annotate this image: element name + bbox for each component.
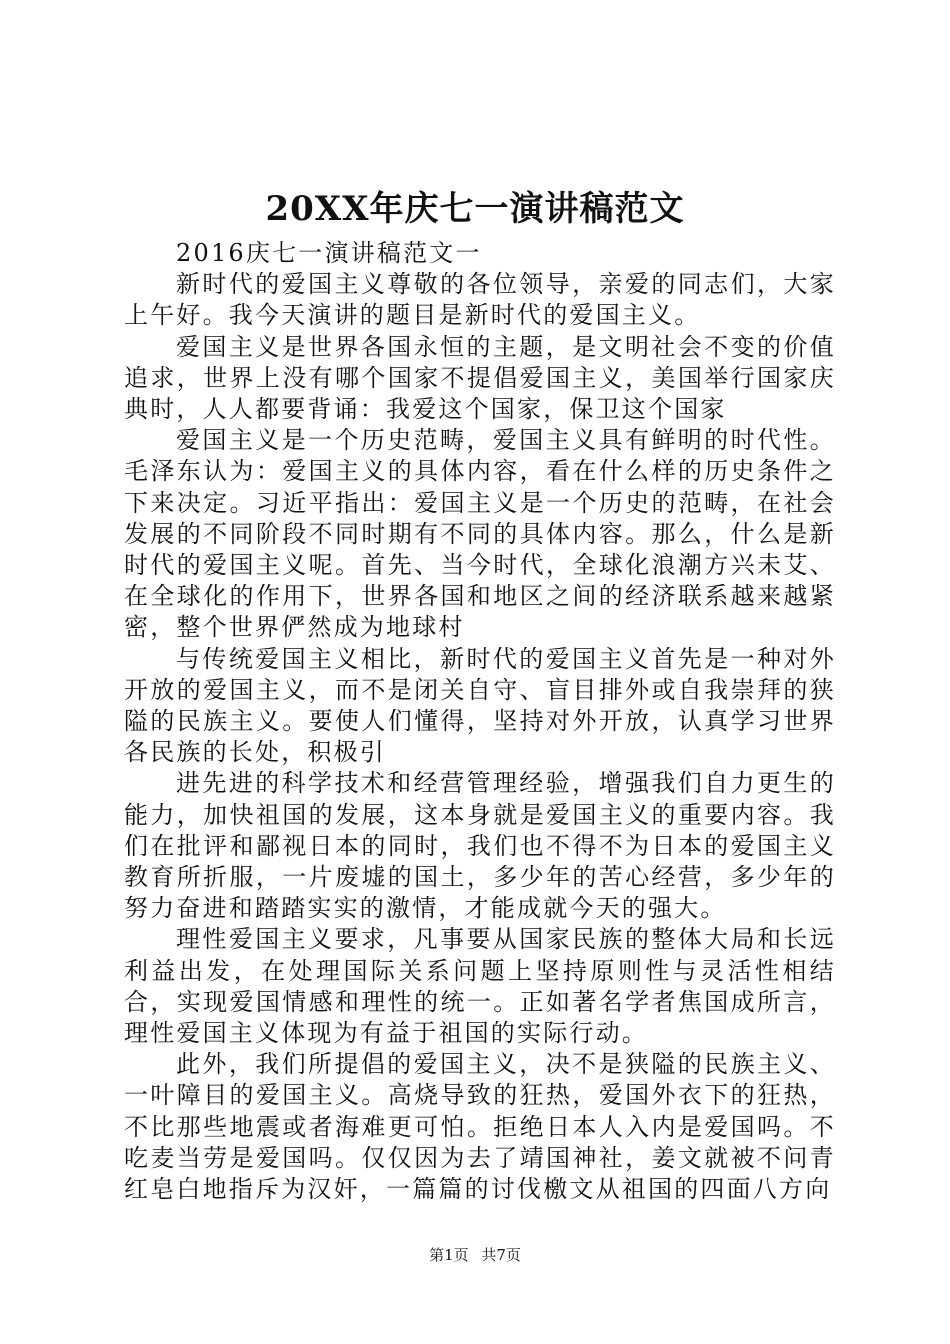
- page-total: 共7页: [481, 1246, 521, 1264]
- page-footer: [0, 1244, 950, 1266]
- paragraph: 与传统爱国主义相比，新时代的爱国主义首先是一种对外开放的爱国主义，而不是闭关自守、盲目排外或自我崇拜的狭隘的民族主义。要使人们懂得，坚持对外开放，认真学习世界各民族的长处，积极引: [124, 644, 836, 767]
- page-title: 20XX年庆七一演讲稿范文: [265, 189, 685, 229]
- paragraph: 理性爱国主义要求，凡事要从国家民族的整体大局和长远利益出发，在处理国际关系问题上坚持原则性与灵活性相结合，实现爱国情感和理性的统一。正如著名学者焦国成所言，理性爱国主义体现为有益于祖国的实际行动。: [124, 925, 836, 1048]
- paragraph: 此外，我们所提倡的爱国主义，决不是狭隘的民族主义、一叶障目的爱国主义。高烧导致的狂热，爱国外衣下的狂热，不比那些地震或者海难更可怕。拒绝日本人入内是爱国吗。不吃麦当劳是爱国吗。仅仅因为去了靖国神社，姜文就被不问青红皂白地指斥为汉奸，一篇篇的讨伐檄文从祖国的四面八方向: [124, 1050, 836, 1204]
- paragraph: 新时代的爱国主义尊敬的各位领导，亲爱的同志们，大家上午好。我今天演讲的题目是新时代的爱国主义。: [124, 270, 836, 330]
- paragraph: 爱国主义是世界各国永恒的主题，是文明社会不变的价值追求，世界上没有哪个国家不提倡爱国主义，美国举行国家庆典时，人人都要背诵：我爱这个国家，保卫这个国家: [124, 332, 836, 424]
- paragraph: 进先进的科学技术和经营管理经验，增强我们自力更生的能力，加快祖国的发展，这本身就是爱国主义的重要内容。我们在批评和鄙视日本的同时，我们也不得不为日本的爱国主义教育所折服，一片废墟的国土，多少年的苦心经营，多少年的努力奋进和踏踏实实的激情，才能成就今天的强大。: [124, 769, 836, 923]
- document-body: [124, 238, 836, 1205]
- paragraph: 爱国主义是一个历史范畴，爱国主义具有鲜明的时代性。毛泽东认为：爱国主义的具体内容，看在什么样的历史条件之下来决定。习近平指出：爱国主义是一个历史的范畴，在社会发展的不同阶段不同时期有不同的具体内容。那么，什么是新时代的爱国主义呢。首先、当今时代，全球化浪潮方兴未艾、在全球化的作用下，世界各国和地区之间的经济联系越来越紧密，整个世界俨然成为地球村: [124, 426, 836, 642]
- page-number: 第1页: [429, 1246, 469, 1264]
- section-subheading: 2016庆七一演讲稿范文一: [176, 239, 482, 267]
